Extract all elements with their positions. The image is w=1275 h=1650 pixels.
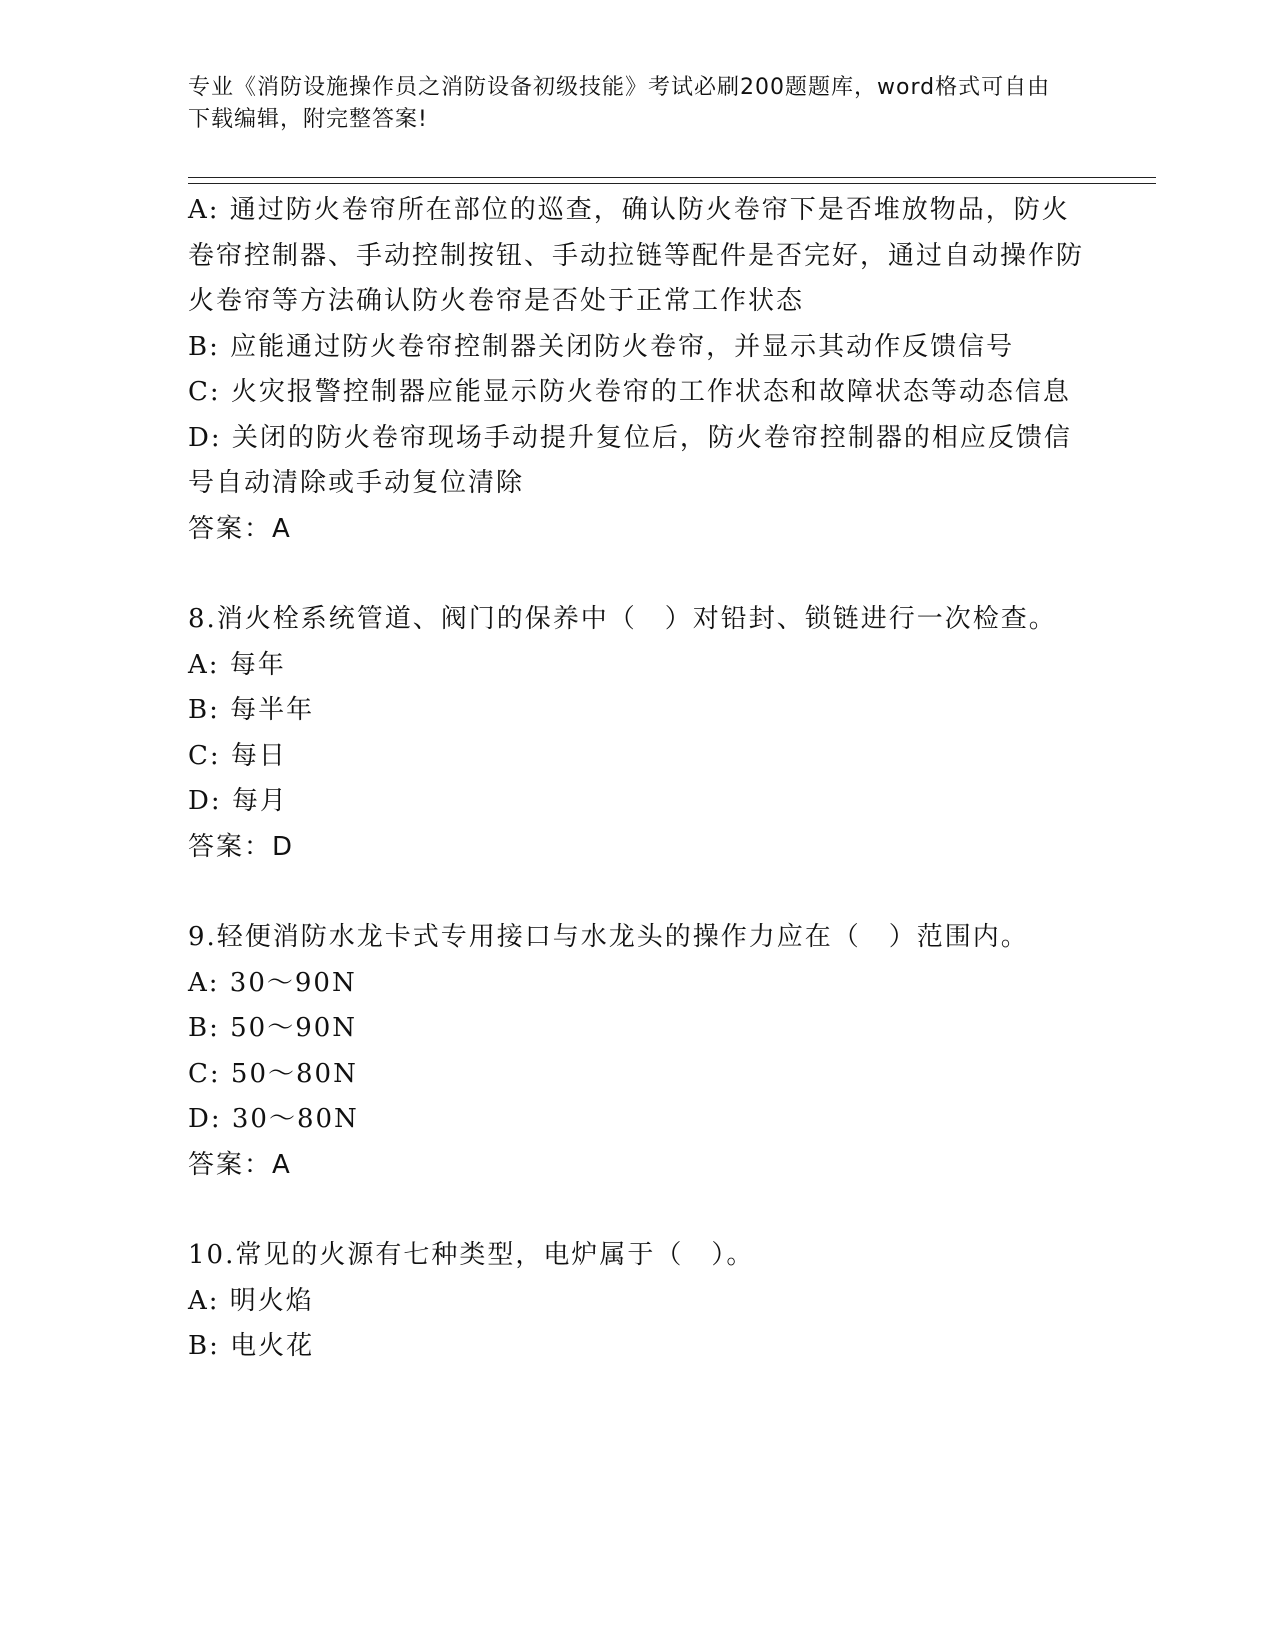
header-divider xyxy=(188,177,1156,184)
q7-option-b: B: 应能通过防火卷帘控制器关闭防火卷帘，并显示其动作反馈信号 xyxy=(188,331,1015,362)
q10-question: 10.常见的火源有七种类型，电炉属于（ ）。 xyxy=(188,1240,755,1270)
q8-option-d: D: 每月 xyxy=(188,786,288,816)
question-8-block xyxy=(188,597,1088,870)
q7-option-c: C: 火灾报警控制器应能显示防火卷帘的工作状态和故障状态等动态信息 xyxy=(188,377,1071,407)
q9-answer: 答案：A xyxy=(188,1149,292,1180)
q8-option-c: C: 每日 xyxy=(188,740,287,771)
q7-option-a: A: 通过防火卷帘所在部位的巡查，确认防火卷帘下是否堆放物品，防火卷帘控制器、手动控制按钮、手动拉链等配件是否完好，通过自动操作防火卷帘等方法确认防火卷帘是否处于正常工作状态 xyxy=(188,195,1085,316)
q8-answer: 答案：D xyxy=(188,831,295,862)
q10-option-a: A: 明火焰 xyxy=(188,1285,314,1316)
question-spacer xyxy=(188,870,1088,915)
q7-answer: 答案：A xyxy=(188,513,292,544)
q9-option-a: A: 30～90N xyxy=(188,967,357,998)
question-9-block xyxy=(188,915,1088,1188)
question-10-block xyxy=(188,1233,1088,1370)
document-header: 专业《消防设施操作员之消防设备初级技能》考试必刷200题题库，word格式可自由下载编辑，附完整答案! xyxy=(188,75,1051,132)
q8-option-a: A: 每年 xyxy=(188,649,286,680)
q7-option-d: D: 关闭的防火卷帘现场手动提升复位后，防火卷帘控制器的相应反馈信号自动清除或手动复位清除 xyxy=(188,422,1072,498)
q9-option-b: B: 50～90N xyxy=(188,1013,358,1043)
q8-question: 8.消火栓系统管道、阀门的保养中（ ）对铅封、锁链进行一次检查。 xyxy=(188,604,1057,634)
q9-question: 9.轻便消防水龙卡式专用接口与水龙头的操作力应在（ ）范围内。 xyxy=(188,922,1029,952)
question-content xyxy=(188,188,1088,1370)
question-spacer xyxy=(188,1188,1088,1233)
q8-option-b: B: 每半年 xyxy=(188,695,315,725)
q10-option-b: B: 电火花 xyxy=(188,1331,315,1361)
q9-option-d: D: 30～80N xyxy=(188,1104,359,1134)
question-spacer xyxy=(188,552,1088,597)
question-7-block xyxy=(188,188,1088,552)
q9-option-c: C: 50～80N xyxy=(188,1058,358,1089)
